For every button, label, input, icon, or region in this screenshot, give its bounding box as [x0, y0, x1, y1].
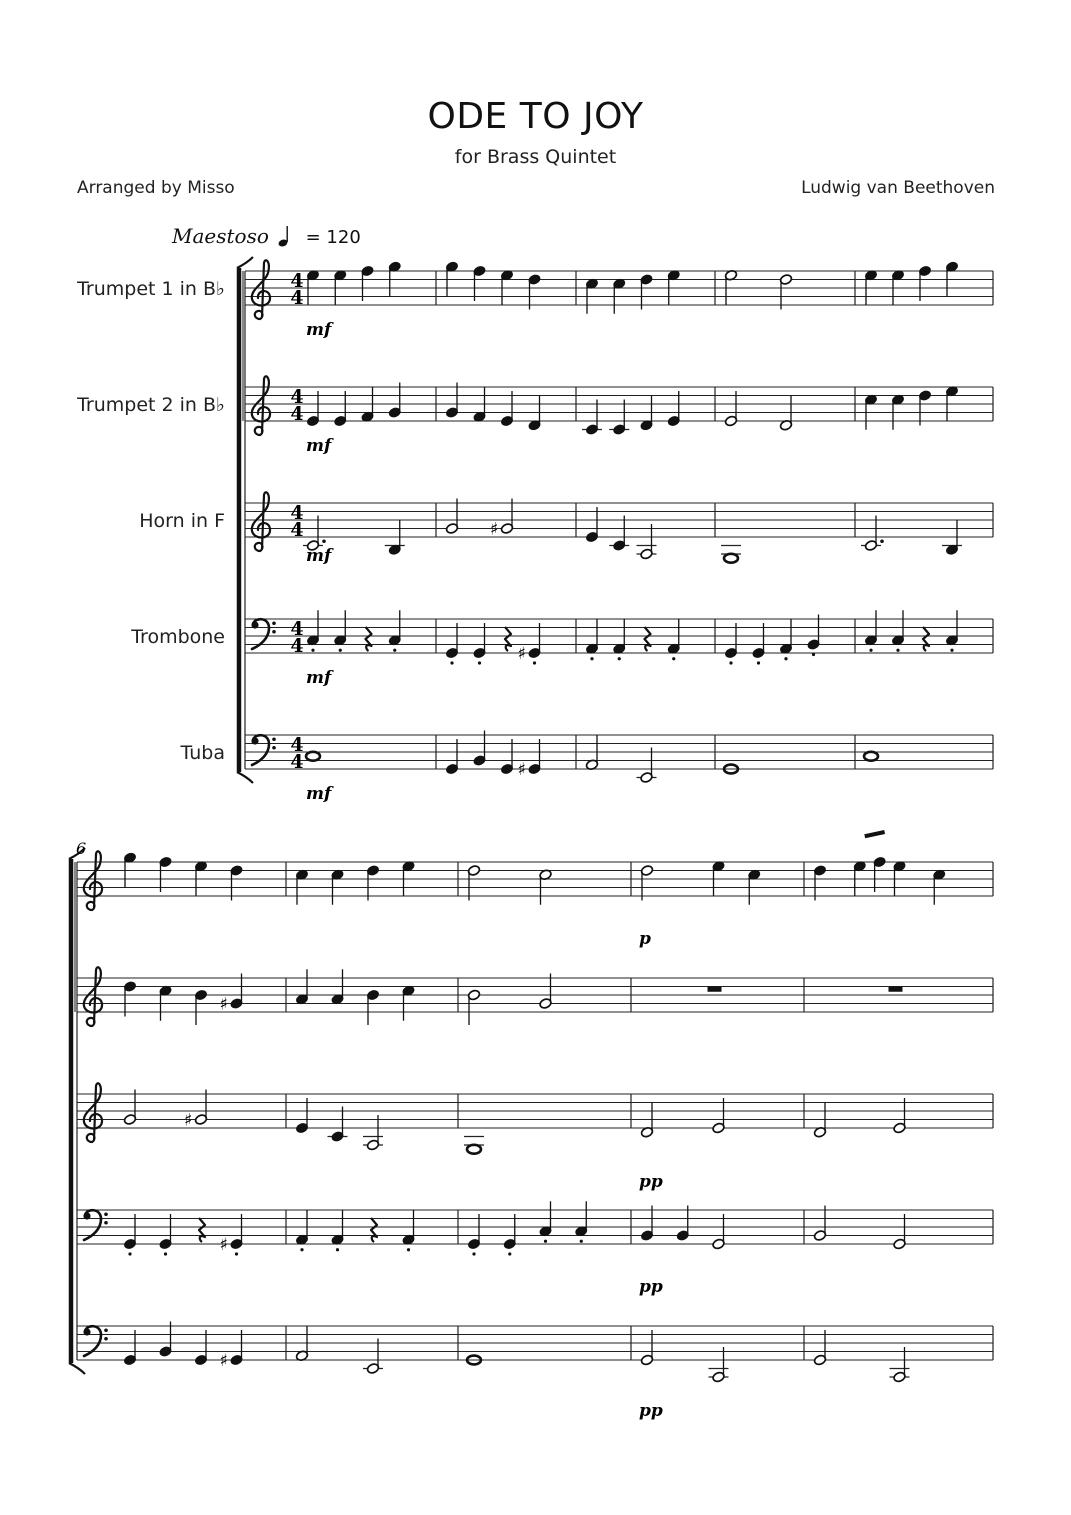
note [402, 985, 415, 1021]
dynamic-marking: pp [639, 1277, 663, 1297]
staccato-dot [450, 661, 453, 664]
note [712, 1347, 725, 1383]
note [159, 1322, 172, 1358]
note [445, 383, 458, 419]
staccato-dot [672, 657, 675, 660]
note [388, 610, 401, 652]
note [445, 261, 458, 297]
note [184, 1090, 208, 1131]
note [585, 619, 598, 661]
staccato-dot [618, 657, 621, 660]
note [331, 1107, 344, 1143]
staccato-dot [235, 1252, 238, 1255]
note-head [467, 1145, 481, 1154]
arranger-credit: Arranged by Misso [77, 178, 235, 198]
note [361, 265, 374, 301]
note-head [724, 554, 738, 563]
note [918, 390, 931, 426]
note [779, 274, 792, 310]
note [779, 395, 792, 431]
note [539, 974, 552, 1010]
whole-rest [708, 987, 722, 992]
time-signature-bottom: 4 [290, 403, 304, 425]
note [194, 860, 207, 896]
sharp-sign: ♯ [219, 994, 228, 1015]
note [585, 735, 598, 771]
piece-title: ODE TO JOY [427, 96, 644, 137]
sharp-sign: ♯ [517, 644, 526, 664]
note [528, 395, 541, 431]
dynamic-marking: mf [306, 320, 332, 340]
note [891, 269, 904, 305]
staccato-dot [533, 661, 536, 664]
note [640, 395, 653, 431]
note [194, 989, 207, 1025]
note [518, 739, 542, 780]
note [500, 739, 513, 775]
staccato-dot [472, 1252, 475, 1255]
note [306, 752, 320, 761]
tempo-bpm: = 120 [305, 227, 361, 248]
note [473, 623, 486, 665]
note [159, 985, 172, 1021]
note [194, 1330, 207, 1366]
note [585, 400, 598, 436]
time-signature-top: 4 [290, 502, 304, 524]
note [331, 1210, 344, 1252]
note [712, 1214, 725, 1250]
bass-clef-dot [104, 1221, 108, 1225]
note [724, 623, 737, 665]
staccato-dot [544, 1240, 547, 1243]
sharp-sign: ♯ [219, 1235, 228, 1255]
instrument-name-trumpet-2: Trumpet 2 in B♭ [77, 394, 225, 416]
note [667, 391, 680, 427]
quarter-rest [366, 627, 372, 651]
note [864, 269, 877, 305]
note [331, 869, 344, 905]
note [402, 1210, 415, 1252]
treble-clef-icon [84, 1083, 102, 1142]
note [918, 265, 931, 301]
time-signature-top: 4 [290, 270, 304, 292]
note [613, 278, 626, 314]
time-signature-top: 4 [290, 386, 304, 408]
staccato-dot [300, 1248, 303, 1251]
note [467, 865, 480, 901]
staccato-dot [869, 649, 872, 652]
note [500, 269, 513, 305]
bass-clef-dot [272, 746, 276, 750]
staccato-dot [393, 649, 396, 652]
note [676, 1206, 689, 1242]
bass-clef-head [251, 737, 258, 744]
note [813, 1206, 826, 1242]
note [159, 856, 172, 892]
note [402, 860, 415, 896]
dynamic-marking: mf [306, 546, 332, 566]
note [366, 989, 379, 1025]
note [334, 610, 347, 652]
note [473, 387, 486, 423]
bracket-bottom-hook [237, 772, 253, 783]
staccato-dot [590, 657, 593, 660]
note [613, 619, 626, 661]
note [295, 1326, 308, 1362]
note [295, 1098, 308, 1134]
note [813, 865, 826, 901]
composer-credit: Ludwig van Beethoven [801, 178, 995, 198]
note [864, 610, 877, 652]
note [667, 619, 680, 661]
note [220, 1214, 244, 1256]
treble-clef-icon [252, 260, 270, 319]
note [123, 1330, 136, 1366]
bass-clef-dot [104, 1328, 108, 1332]
dynamic-marking: mf [306, 436, 332, 456]
instrument-name-tuba: Tuba [180, 742, 225, 764]
note [893, 1098, 906, 1134]
staccato-dot [729, 661, 732, 664]
note [864, 394, 877, 430]
staccato-dot [896, 649, 899, 652]
staccato-dot [508, 1252, 511, 1255]
whole-rest [889, 987, 903, 992]
instrument-name-horn: Horn in F [139, 510, 225, 532]
instrument-name-trumpet-1: Trumpet 1 in B♭ [77, 278, 225, 300]
measure-number: 6 [76, 839, 87, 858]
tempo-word: Maestoso [172, 224, 269, 248]
note [539, 869, 552, 905]
note [220, 1330, 244, 1371]
sharp-sign: ♯ [184, 1110, 193, 1131]
treble-clef-stroke [84, 1083, 102, 1142]
staccato-dot [336, 1248, 339, 1251]
sharp-sign: ♯ [219, 1351, 228, 1371]
note [748, 869, 761, 905]
note [864, 752, 878, 761]
sharp-sign: ♯ [517, 760, 526, 780]
staccato-dot [407, 1248, 410, 1251]
treble-clef-stroke [84, 967, 102, 1026]
note [640, 274, 653, 310]
note [575, 1201, 588, 1243]
dynamic-marking: pp [639, 1172, 663, 1192]
dynamic-marking: pp [639, 1401, 663, 1421]
note [306, 610, 319, 652]
note [640, 1206, 653, 1242]
note [539, 1201, 552, 1243]
dynamic-marking: p [639, 929, 651, 949]
note [473, 731, 486, 767]
treble-clef-icon [84, 967, 102, 1026]
note [853, 860, 866, 896]
time-signature-bottom: 4 [290, 635, 304, 657]
note [585, 507, 598, 543]
treble-clef-stroke [252, 260, 270, 319]
quarter-rest [505, 627, 511, 651]
time-signature-top: 4 [290, 734, 304, 756]
staccato-dot [128, 1252, 131, 1255]
bracket-bottom-hook [69, 1363, 85, 1374]
note [306, 269, 319, 305]
augmentation-dot [880, 539, 884, 543]
note-head [306, 752, 320, 761]
staccato-dot [478, 661, 481, 664]
bass-clef-dot [272, 630, 276, 634]
note [467, 1214, 480, 1256]
note [159, 1214, 172, 1256]
note [724, 269, 737, 305]
note [613, 400, 626, 436]
note [528, 274, 541, 310]
note [366, 1339, 379, 1375]
note [123, 1214, 136, 1256]
note [807, 615, 820, 657]
note [640, 748, 653, 784]
piece-subtitle: for Brass Quintet [454, 146, 617, 168]
note [585, 278, 598, 314]
note [123, 981, 136, 1017]
instrument-name-trombone: Trombone [131, 626, 225, 648]
note [473, 265, 486, 301]
note [366, 865, 379, 901]
note [893, 1347, 906, 1383]
dynamic-marking: mf [306, 784, 332, 804]
note [306, 391, 319, 427]
staccato-dot [339, 649, 342, 652]
note-head [864, 752, 878, 761]
note [467, 989, 480, 1025]
note [388, 261, 401, 297]
note [123, 1090, 136, 1126]
staccato-dot [311, 649, 314, 652]
staccato-dot [757, 661, 760, 664]
note [295, 1210, 308, 1252]
time-signature-top: 4 [290, 618, 304, 640]
note [220, 974, 244, 1015]
note [893, 860, 906, 896]
treble-clef-stroke [252, 492, 270, 551]
note [503, 1214, 516, 1256]
note [123, 852, 136, 888]
treble-clef-icon [252, 376, 270, 435]
note [893, 1214, 906, 1250]
quarter-rest [371, 1218, 377, 1242]
note [891, 394, 904, 430]
note [518, 623, 542, 665]
bass-clef-dot [104, 1337, 108, 1341]
time-signature-bottom: 4 [290, 519, 304, 541]
note [230, 865, 243, 901]
note [724, 554, 738, 563]
note [445, 499, 458, 535]
treble-clef-icon [252, 492, 270, 551]
note [388, 520, 401, 556]
staccato-dot [784, 657, 787, 660]
note [640, 865, 653, 901]
note [873, 856, 886, 892]
bass-clef-head [83, 1328, 90, 1335]
note [361, 387, 374, 423]
quarter-rest [923, 627, 929, 651]
note [331, 969, 344, 1005]
bass-clef-head [83, 1212, 90, 1219]
staccato-dot [950, 649, 953, 652]
note [334, 391, 347, 427]
note [445, 623, 458, 665]
note [945, 261, 958, 297]
note [640, 1330, 653, 1366]
treble-clef-icon [84, 851, 102, 910]
note [490, 499, 514, 540]
staccato-dot [580, 1240, 583, 1243]
bass-clef-dot [104, 1212, 108, 1216]
quarter-rest [645, 627, 651, 651]
quarter-rest [199, 1218, 205, 1242]
note [945, 385, 958, 421]
note [366, 1115, 379, 1151]
note [445, 739, 458, 775]
note [945, 520, 958, 556]
note [779, 619, 792, 661]
sharp-sign: ♯ [490, 519, 499, 540]
note [667, 269, 680, 305]
bass-clef-head [251, 621, 258, 628]
note [613, 516, 626, 552]
note [933, 869, 946, 905]
bass-clef-dot [272, 621, 276, 625]
note [640, 1102, 653, 1138]
note [724, 391, 737, 427]
time-signature-bottom: 4 [290, 287, 304, 309]
note [295, 869, 308, 905]
treble-clef-stroke [252, 376, 270, 435]
note [813, 1102, 826, 1138]
note [388, 383, 401, 419]
note [712, 1098, 725, 1134]
eighth-beam [865, 832, 885, 836]
note [752, 623, 765, 665]
note [334, 269, 347, 305]
time-signature-bottom: 4 [290, 751, 304, 773]
treble-clef-stroke [84, 851, 102, 910]
augmentation-dot [322, 539, 326, 543]
note [467, 1145, 481, 1154]
staccato-dot [164, 1252, 167, 1255]
note [640, 524, 653, 560]
staccato-dot [812, 653, 815, 656]
dynamic-marking: mf [306, 668, 332, 688]
note [500, 391, 513, 427]
note [813, 1330, 826, 1366]
note [945, 610, 958, 652]
note [891, 610, 904, 652]
note [712, 860, 725, 896]
bass-clef-dot [272, 737, 276, 741]
bracket-top-hook [237, 257, 253, 268]
note [295, 969, 308, 1005]
